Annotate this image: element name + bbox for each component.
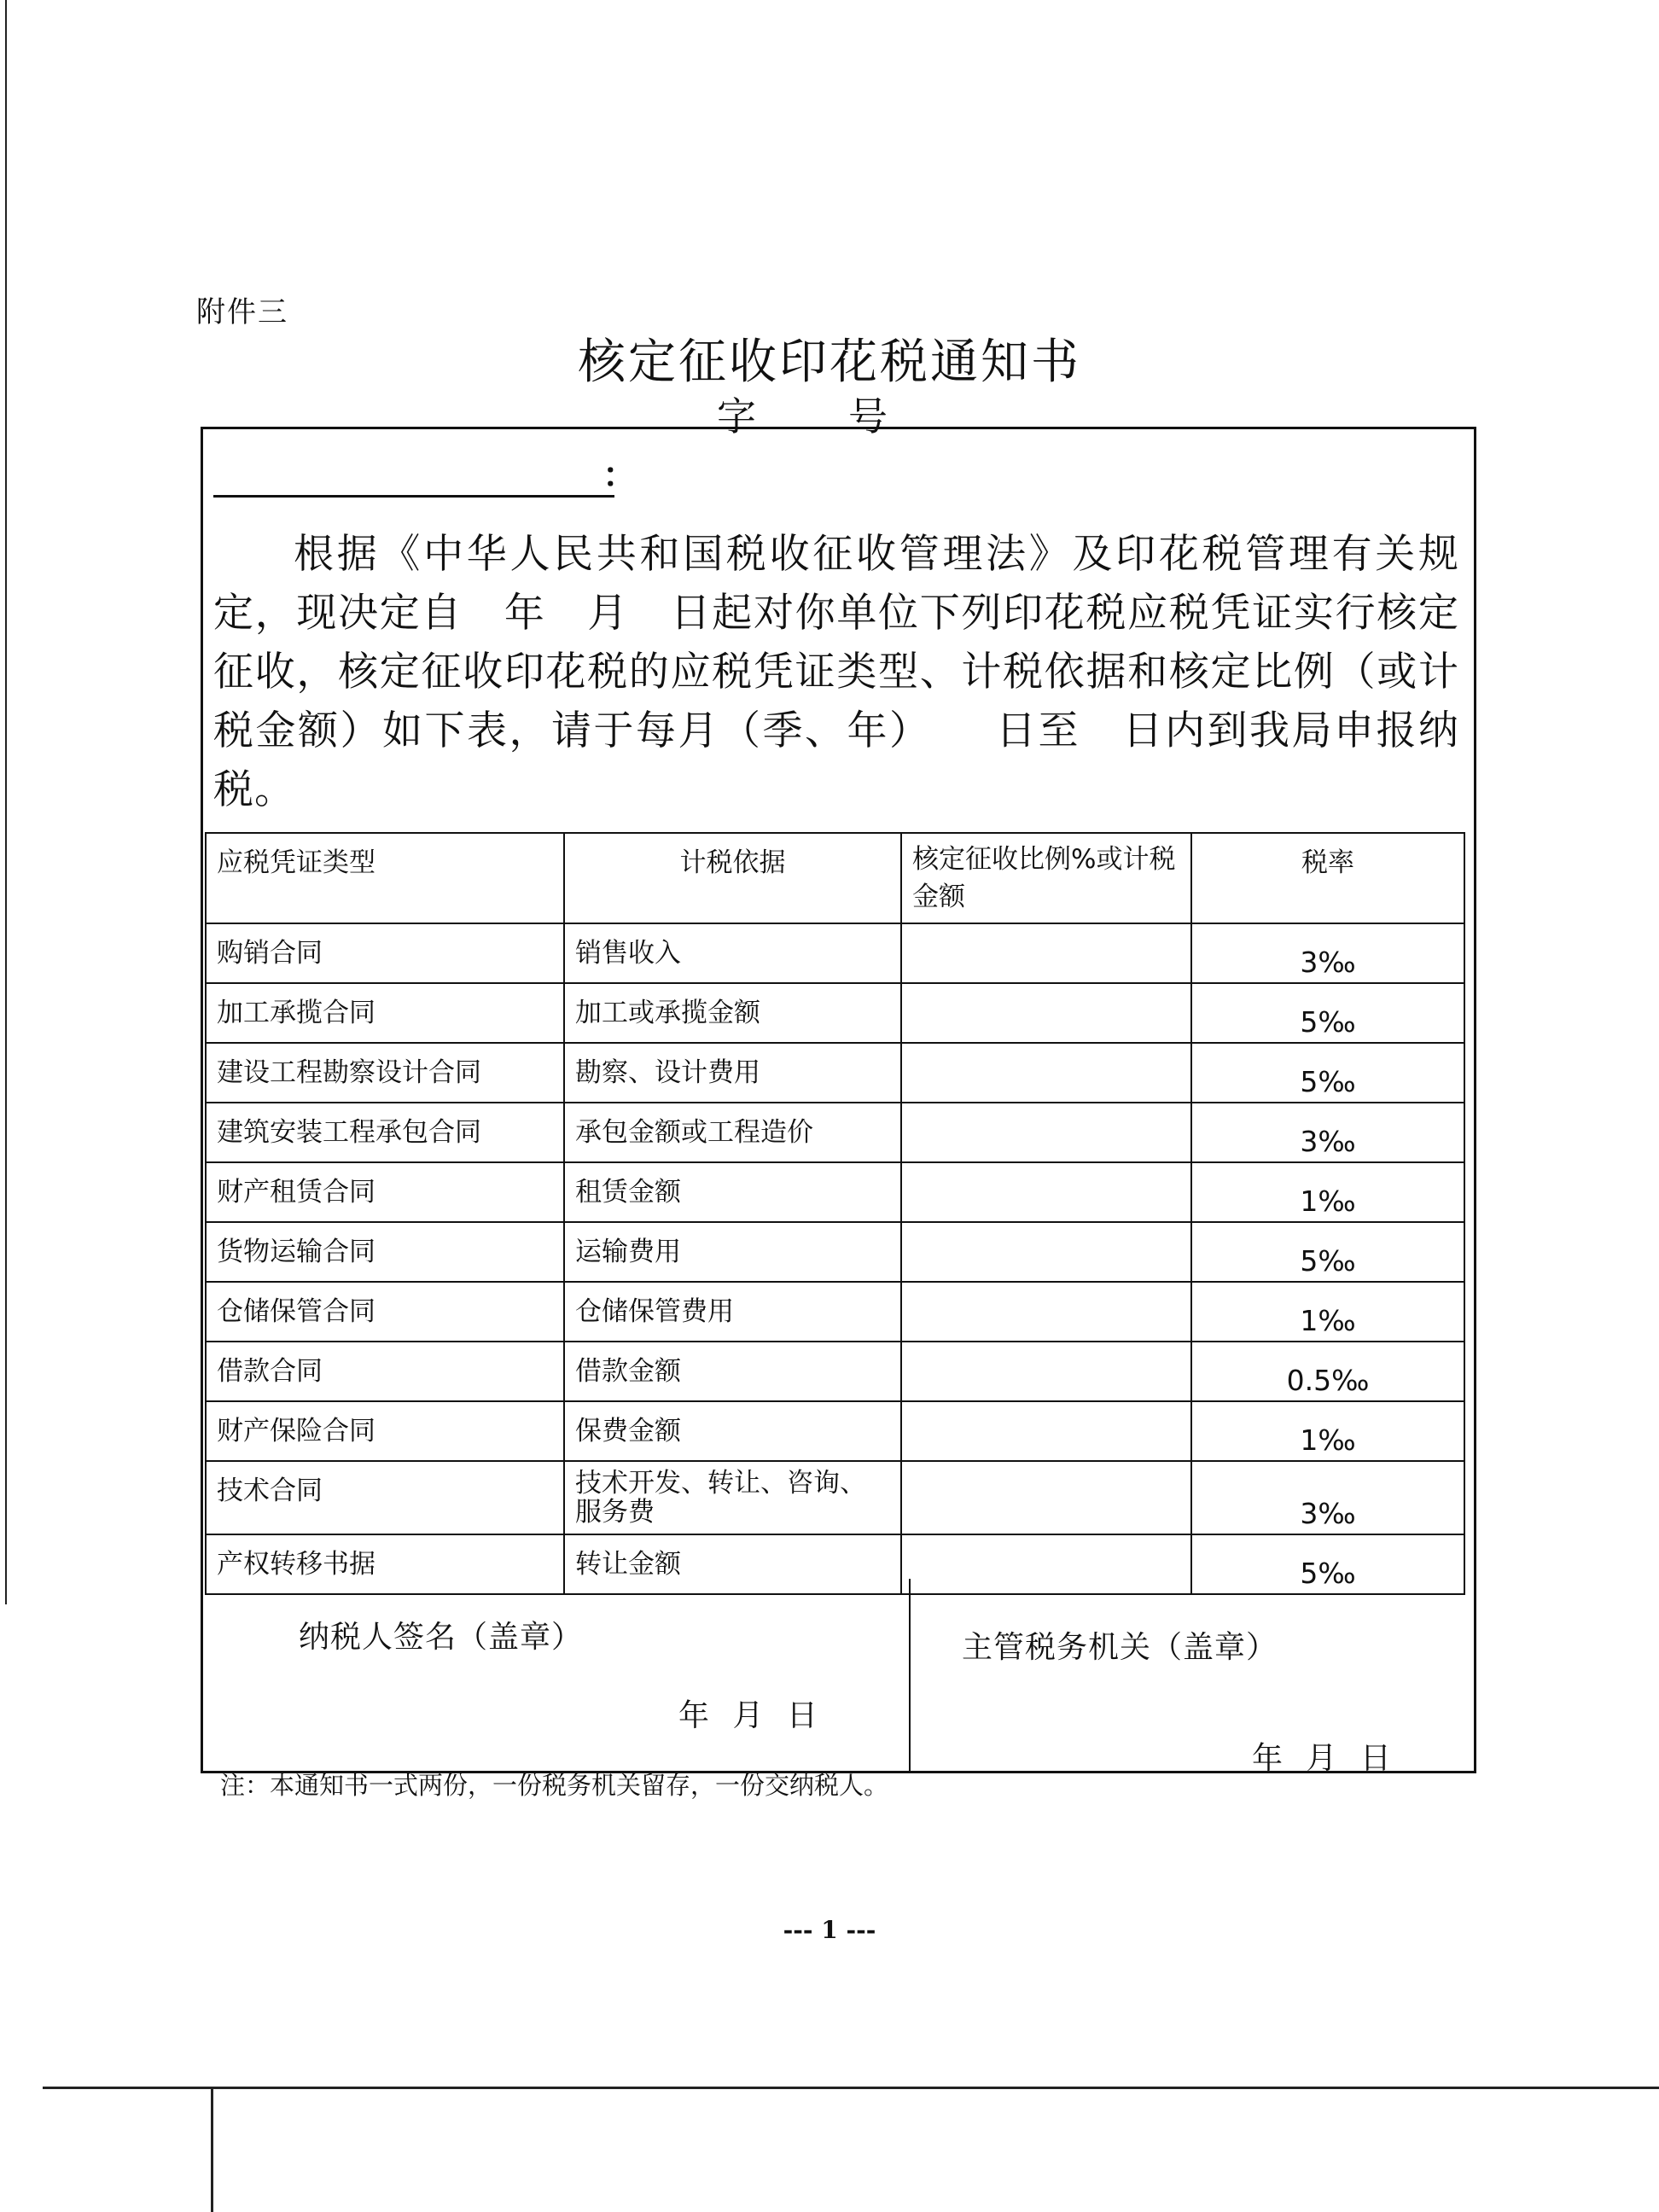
cell-ratio <box>901 1103 1191 1162</box>
cell-basis: 销售收入 <box>564 923 901 983</box>
cell-rate: 0.5‰ <box>1191 1342 1464 1401</box>
cell-basis: 技术开发、转让、咨询、服务费 <box>564 1461 901 1534</box>
cell-type: 购销合同 <box>206 923 564 983</box>
cell-rate: 1‰ <box>1191 1162 1464 1222</box>
cell-type: 加工承揽合同 <box>206 983 564 1043</box>
fold-line <box>43 2087 1659 2089</box>
table-row <box>206 1222 1464 1282</box>
header-ratio: 核定征收比例%或计税金额 <box>901 833 1191 923</box>
cell-basis: 借款金额 <box>564 1342 901 1401</box>
cell-type: 借款合同 <box>206 1342 564 1401</box>
table-row <box>206 1461 1464 1534</box>
cell-basis: 加工或承揽金额 <box>564 983 901 1043</box>
page-number: --- 1 --- <box>783 1916 876 1944</box>
cell-ratio <box>901 1282 1191 1342</box>
cell-ratio <box>901 923 1191 983</box>
addressee-blank <box>213 444 614 498</box>
authority-signature-area <box>911 1579 1468 1776</box>
cell-basis: 运输费用 <box>564 1222 901 1282</box>
cell-ratio <box>901 1342 1191 1401</box>
cell-type: 仓储保管合同 <box>206 1282 564 1342</box>
cell-type: 建筑安装工程承包合同 <box>206 1103 564 1162</box>
cell-ratio <box>901 1222 1191 1282</box>
table-row <box>206 1043 1464 1103</box>
taxpayer-signature-label: 纳税人签名（盖章） <box>299 1620 584 1655</box>
document-title: 核定征收印花税通知书 <box>578 335 1081 390</box>
cell-rate: 3‰ <box>1191 923 1464 983</box>
table-header-row <box>206 833 1464 923</box>
cell-ratio <box>901 983 1191 1043</box>
table-row <box>206 1401 1464 1461</box>
table-row <box>206 983 1464 1043</box>
table-row <box>206 923 1464 983</box>
cell-type: 技术合同 <box>206 1461 564 1534</box>
signature-section <box>218 1579 1468 1776</box>
addressee-colon: ： <box>602 455 637 495</box>
table-row <box>206 1103 1464 1162</box>
cell-basis: 勘察、设计费用 <box>564 1043 901 1103</box>
cell-rate: 5‰ <box>1191 1222 1464 1282</box>
cell-rate: 1‰ <box>1191 1282 1464 1342</box>
header-rate: 税率 <box>1191 833 1464 923</box>
attachment-label: 附件三 <box>196 295 288 329</box>
cell-basis: 保费金额 <box>564 1401 901 1461</box>
fold-vertical-line <box>211 2087 213 2212</box>
cell-ratio <box>901 1461 1191 1534</box>
authority-date: 年 月 日 <box>1252 1741 1398 1776</box>
cell-rate: 5‰ <box>1191 983 1464 1043</box>
cell-type: 货物运输合同 <box>206 1222 564 1282</box>
scan-edge-line <box>5 0 7 1604</box>
cell-rate: 5‰ <box>1191 1043 1464 1103</box>
notice-body-text: 根据《中华人民共和国税收征收管理法》及印花税管理有关规定，现决定自 年 月 日起对你单位下列印花税应税凭证实行核定征收，核定征收印花税的应税凭证类型、计税依据和核定比例（或计税金额）如下表，请于每月（季、年） 日至 日内到我局申报纳税。 <box>213 531 1459 813</box>
cell-basis: 转让金额 <box>564 1534 901 1594</box>
cell-type: 产权转移书据 <box>206 1534 564 1594</box>
cell-rate: 3‰ <box>1191 1103 1464 1162</box>
table-row <box>206 1282 1464 1342</box>
cell-basis: 租赁金额 <box>564 1162 901 1222</box>
header-basis: 计税依据 <box>564 833 901 923</box>
cell-rate: 1‰ <box>1191 1401 1464 1461</box>
doc-no-suffix: 号 <box>848 393 888 439</box>
taxpayer-signature-area <box>218 1579 911 1773</box>
cell-ratio <box>901 1162 1191 1222</box>
footnote: 注：本通知书一式两份，一份税务机关留存，一份交纳税人。 <box>220 1771 889 1800</box>
cell-type: 建设工程勘察设计合同 <box>206 1043 564 1103</box>
cell-type: 财产租赁合同 <box>206 1162 564 1222</box>
cell-rate: 3‰ <box>1191 1461 1464 1534</box>
tax-table <box>205 832 1465 1595</box>
doc-no-prefix: 字 <box>717 393 756 439</box>
cell-rate: 5‰ <box>1191 1534 1464 1594</box>
cell-basis: 承包金额或工程造价 <box>564 1103 901 1162</box>
table-row <box>206 1342 1464 1401</box>
cell-ratio <box>901 1043 1191 1103</box>
header-type: 应税凭证类型 <box>206 833 564 923</box>
cell-ratio <box>901 1401 1191 1461</box>
cell-basis: 仓储保管费用 <box>564 1282 901 1342</box>
cell-type: 财产保险合同 <box>206 1401 564 1461</box>
table-row <box>206 1162 1464 1222</box>
authority-signature-label: 主管税务机关（盖章） <box>962 1630 1278 1665</box>
taxpayer-date: 年 月 日 <box>678 1698 824 1733</box>
